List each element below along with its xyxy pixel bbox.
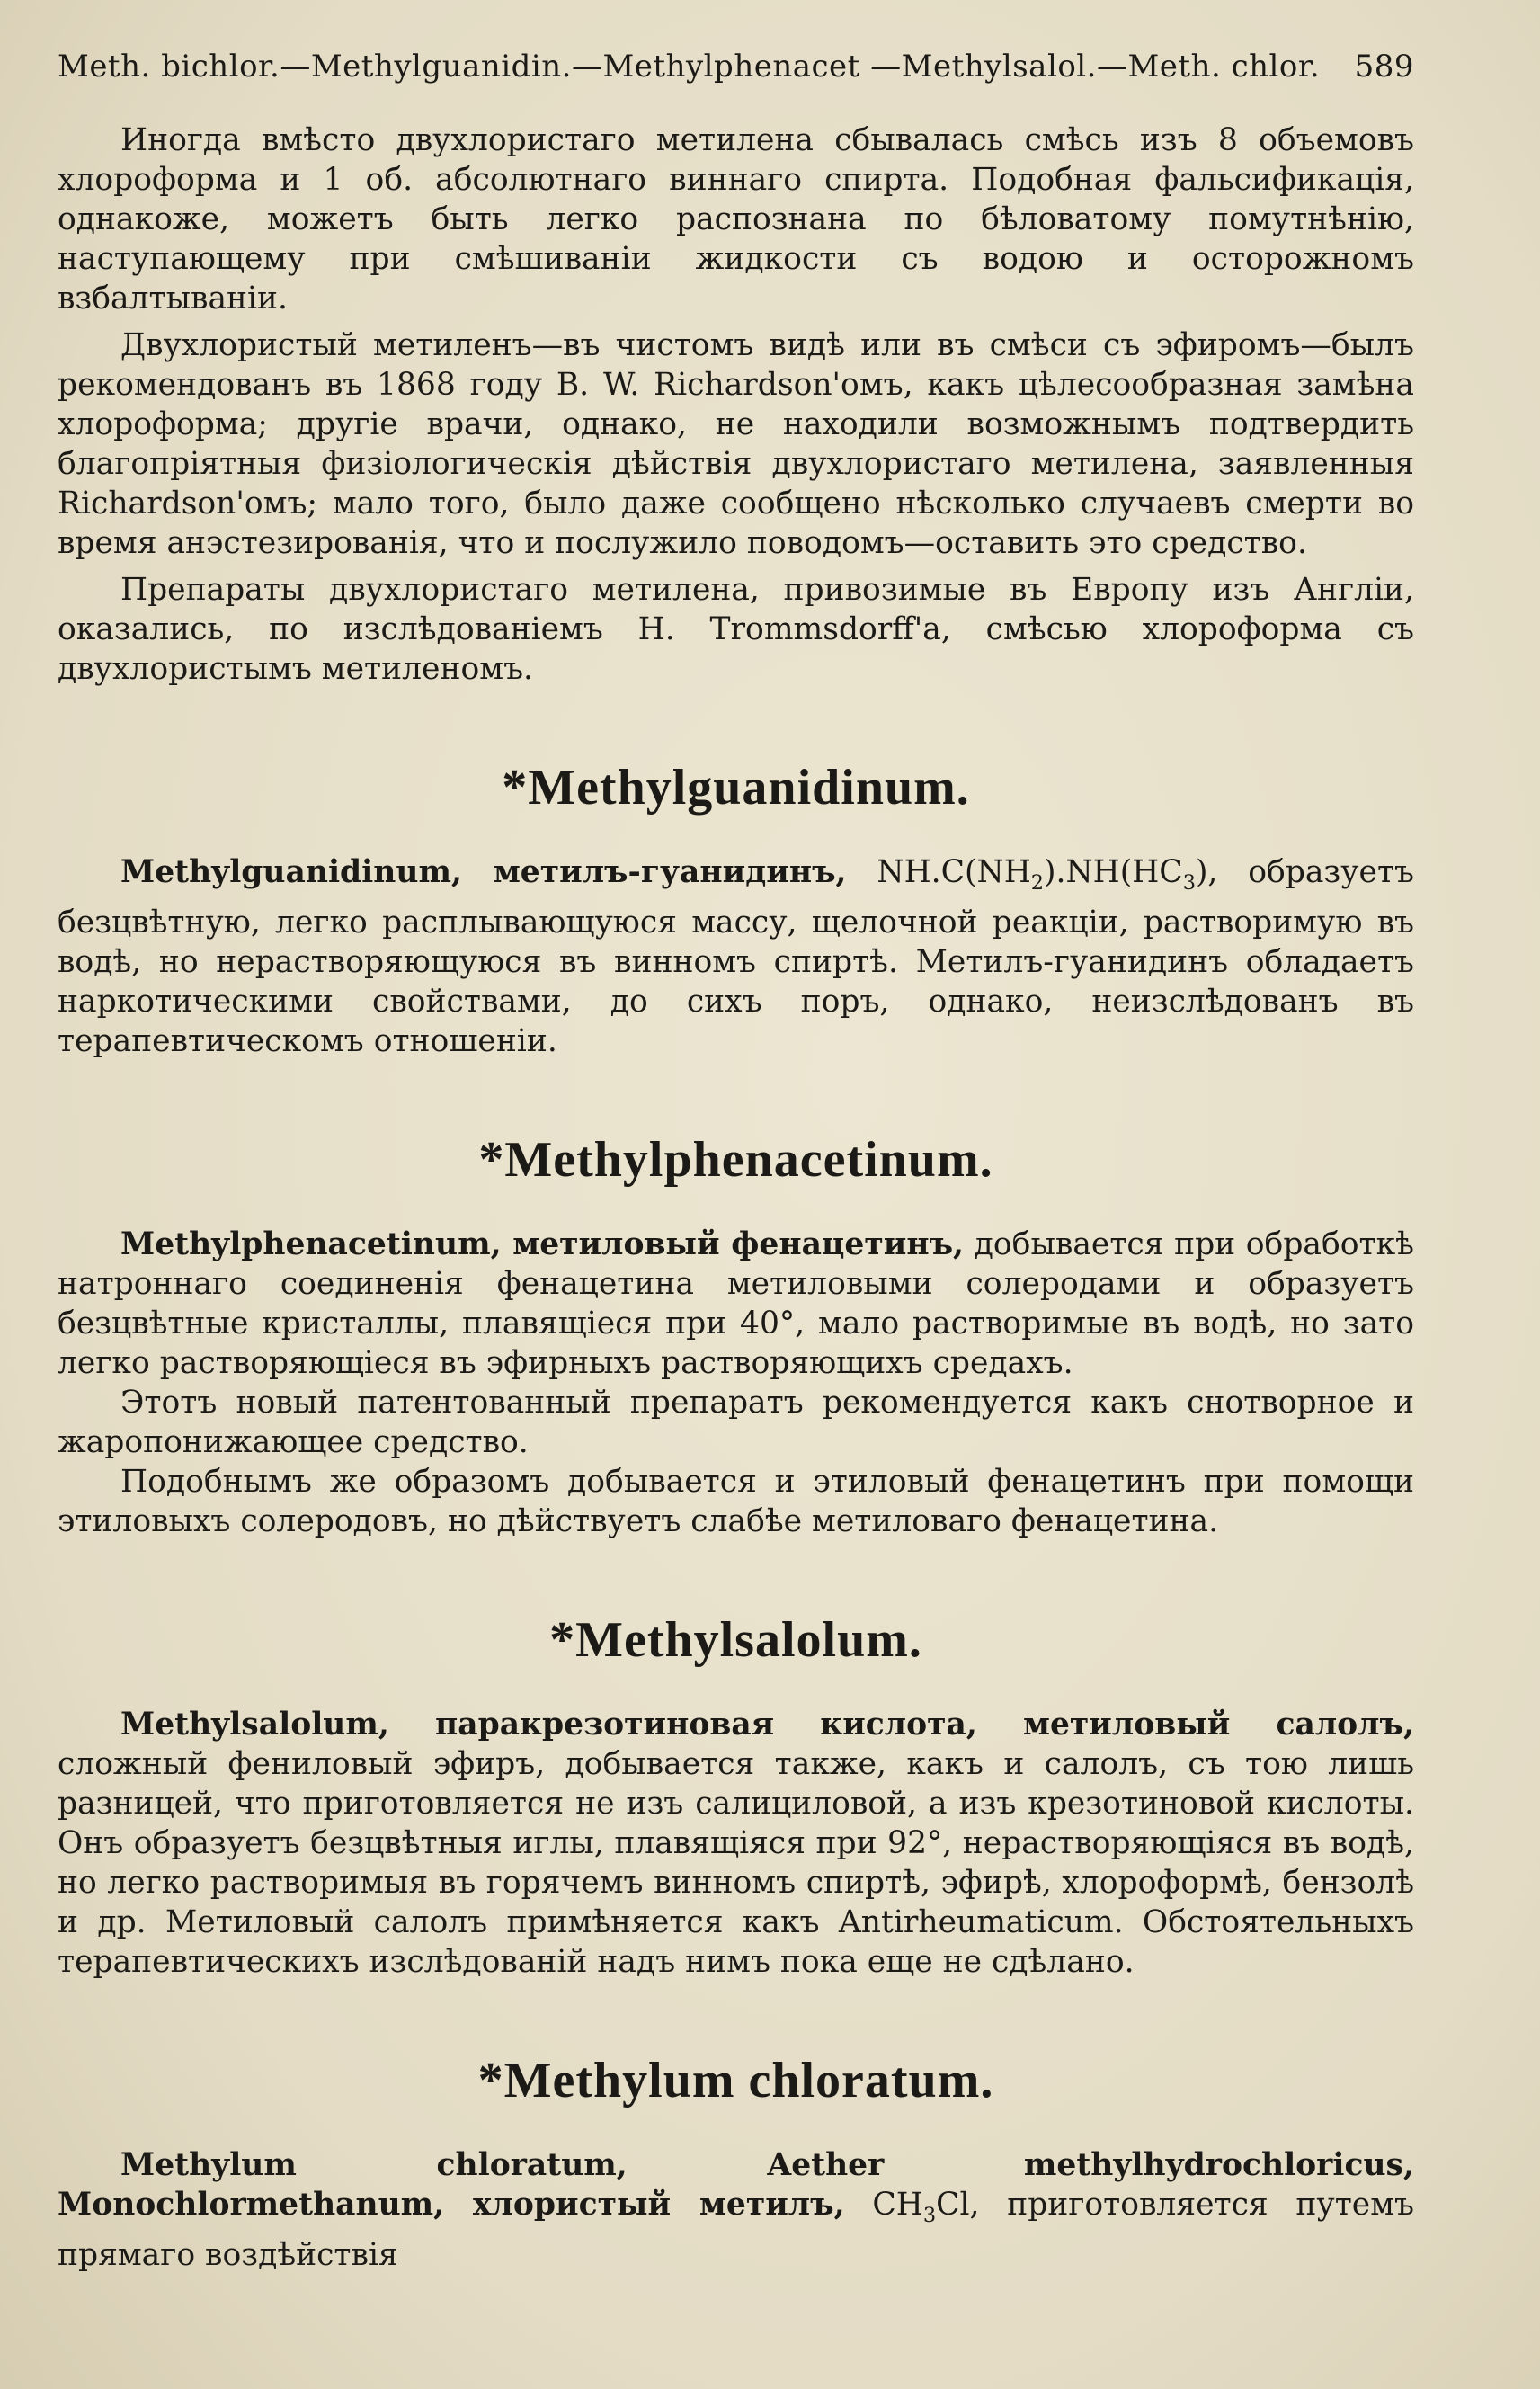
formula-subscript: 3 <box>1182 870 1196 895</box>
methylphenacetinum-paragraph-3 <box>58 1462 1414 1541</box>
intro-paragraph-1: Иногда вмѣсто двухлористаго метилена сбывалась смѣсь изъ 8 объемовъ хлороформа и 1 об. абсолютнаго виннаго спирта. Подобная фальсификація, однакоже, можетъ быть легко распознана по бѣловатому помутнѣнію, наступающему при смѣшиваніи жидкости съ водою и осторожномъ взбалтываніи. <box>58 122 1414 316</box>
paragraph-text: ), образуетъ безцвѣтную, легко расплывающуюся массу, щелочной реакціи, растворимую въ водѣ, но нерастворяющуюся въ винномъ спиртѣ. Метилъ-гуанидинъ обладаетъ наркотическими свойствами, до сихъ поръ, однако, неизслѣдованъ въ терапевтическомъ отношеніи. <box>58 854 1414 1059</box>
paragraph-text: добывается при обработкѣ натроннаго соединенія фенацетина метиловыми солеродами и образуетъ безцвѣтные кристаллы, плавящіеся при 40°, мало растворимые въ водѣ, но зато легко растворяющіеся въ эфирныхъ растворяющихъ средахъ. <box>58 1226 1414 1381</box>
intro-paragraph-2: Двухлористый метиленъ—въ чистомъ видѣ или въ смѣси съ эфиромъ—былъ рекомендованъ въ 1868 году B. W. Richardson'омъ, какъ цѣлесообразная замѣна хлороформа; другіе врачи, однако, не находили возможнымъ подтвердить благопріятныя физіологическія дѣйствія двухлористаго метилена, заявленныя Richardson'омъ; мало того, было даже сообщено нѣсколько случаевъ смерти во время анэстезированія, что и послужило поводомъ—оставить это средство. <box>58 327 1414 561</box>
methylphenacetinum-paragraph-2 <box>58 1383 1414 1462</box>
paragraph-text: сложный фениловый эфиръ, добывается также, какъ и салолъ, съ тою лишь разницей, что приготовляется не изъ салициловой, а изъ крезотиновой кислоты. Онъ образуетъ безцвѣтныя иглы, плавящіяся при 92°, нерастворяющіяся въ водѣ, но легко растворимыя въ горячемъ винномъ спиртѣ, эфирѣ, хлороформѣ, бензолѣ и др. Метиловый салолъ примѣняется какъ Antirheumaticum. Обстоятельныхъ терапевтическихъ изслѣдованій надъ нимъ пока еще не сдѣлано. <box>58 1745 1414 1980</box>
section-heading-methylguanidinum: *Methylguanidinum. <box>502 760 970 816</box>
term-lead: Methylguanidinum, метилъ-гуанидинъ, <box>120 854 847 890</box>
term-lead: Methylphenacetinum, метиловый фенацетинъ, <box>120 1226 965 1262</box>
paragraph-text: Cl, приготовляется путемъ прямаго воздѣйствія <box>58 2186 1415 2273</box>
section-heading-methylphenacetinum: *Methylphenacetinum. <box>478 1131 993 1188</box>
page-number: 589 <box>1354 49 1414 85</box>
formula-part: ).NH(HC <box>1044 854 1183 890</box>
formula-part: CH <box>844 2186 923 2223</box>
running-header <box>58 49 1414 85</box>
methylguanidinum-paragraph <box>58 852 1414 1061</box>
section-heading-methylsalolum: *Methylsalolum. <box>549 1611 922 1668</box>
methylum-chloratum-paragraph <box>58 2145 1414 2275</box>
term-lead: Methylum chloratum, Aether methylhydrochloricus, Monochlormethanum, хлористый метилъ, <box>58 2146 1414 2223</box>
section-heading-methylum-chloratum: *Methylum chloratum. <box>477 2052 994 2108</box>
formula-subscript: 3 <box>922 2203 937 2227</box>
intro-paragraph-3: Препараты двухлористаго метилена, привозимые въ Европу изъ Англіи, оказались, по изслѣдованіемъ H. Trommsdorff'a, смѣсью хлороформа съ двухлористымъ метиленомъ. <box>58 572 1414 687</box>
formula-subscript: 2 <box>1030 870 1045 895</box>
methylsalolum-paragraph <box>58 1705 1414 1982</box>
term-lead: Methylsalolum, паракрезотиновая кислота, метиловый салолъ, <box>120 1706 1414 1743</box>
intro-section <box>58 120 1414 689</box>
methylphenacetinum-paragraph-1 <box>58 1225 1414 1383</box>
formula-part: NH.C(NH <box>846 854 1031 890</box>
paragraph-text: Этотъ новый патентованный препаратъ рекомендуется какъ снотворное и жаропонижающее средство. <box>58 1384 1414 1460</box>
running-title: Meth. bichlor.—Methylguanidin.—Methylphenacet —Methylsalol.—Meth. chlor. <box>58 49 1321 85</box>
paragraph-text: Подобнымъ же образомъ добывается и этиловый фенацетинъ при помощи этиловыхъ солеродовъ, но дѣйствуетъ слабѣе метиловаго фенацетина. <box>58 1463 1414 1539</box>
